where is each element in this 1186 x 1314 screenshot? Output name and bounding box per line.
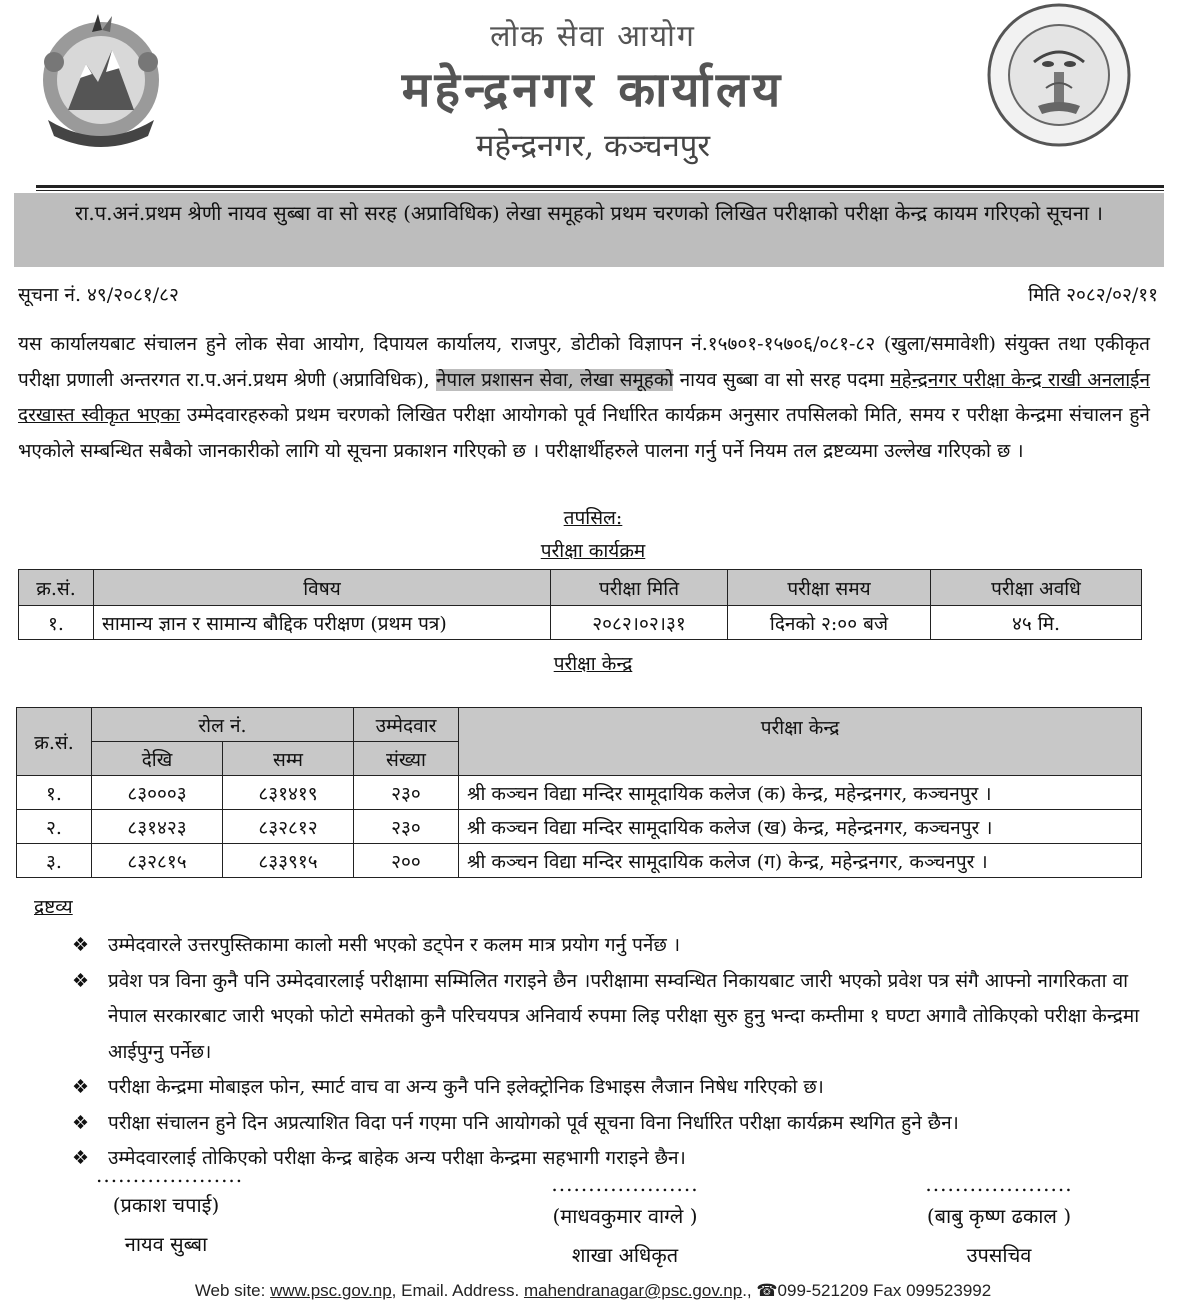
signature-line: .................... (925, 1172, 1073, 1196)
office-parent-title: लोक सेवा आयोग (490, 19, 696, 54)
header-rule-thin (36, 190, 1164, 191)
header-rule (36, 185, 1164, 188)
signature-line: .................... (551, 1172, 699, 1196)
col-header: परीक्षा केन्द्र (459, 708, 1142, 776)
signature-left (96, 1163, 244, 1257)
table-header-row (17, 708, 1142, 742)
col-header: क्र.सं. (17, 708, 92, 776)
notes-heading: द्रष्टव्य (34, 896, 73, 918)
paragraph-text: नायव सुब्बा वा सो सरह पदमा (673, 368, 891, 391)
signatory-name: (बाबु कृष्ण ढकाल ) (926, 1204, 1072, 1228)
list-item (72, 964, 1152, 1071)
signature-right (894, 1172, 1104, 1268)
diamond-bullet-icon: ❖ (72, 1111, 90, 1134)
list-item (72, 1106, 1152, 1142)
signature-middle (520, 1172, 730, 1268)
footer-contact (0, 1281, 1186, 1301)
table-cell: २०० (354, 844, 459, 878)
underlined-text: महेन्द्रनगर परीक्षा केन्द्र राखी अनलाईन दरखास्त स्वीकृत भएका (18, 368, 1150, 426)
table-cell: ३. (17, 844, 92, 878)
table-cell: ४५ मि. (931, 606, 1142, 640)
notice-banner: रा.प.अनं.प्रथम श्रेणी नायव सुब्बा वा सो सरह (अप्राविधिक) लेखा समूहको प्रथम चरणको लिखित परीक्षाको परीक्षा केन्द्र कायम गरिएको सूचना । (14, 193, 1164, 267)
table-row (17, 810, 1142, 844)
table-cell: ८३२८१२ (223, 810, 354, 844)
table-row (17, 776, 1142, 810)
table-cell: ८३२८१५ (92, 844, 223, 878)
notice-date: मिति २०८२/०२/११ (1028, 284, 1158, 306)
signatory-name: (माधवकुमार वाग्ले ) (552, 1204, 698, 1228)
diamond-bullet-icon: ❖ (72, 934, 90, 956)
signatory-title: उपसचिव (966, 1243, 1032, 1267)
table-cell: सामान्य ज्ञान र सामान्य बौद्दिक परीक्षण (प्रथम पत्र) (94, 606, 551, 640)
schedule-heading: परीक्षा कार्यक्रम (540, 540, 646, 562)
diamond-bullet-icon: ❖ (72, 1147, 90, 1169)
table-row (19, 606, 1142, 640)
note-text: उम्मेदवारलाई तोकिएको परीक्षा केन्द्र बाहेक अन्य परीक्षा केन्द्रमा सहभागी गराइने छैन। (108, 1147, 686, 1169)
table-cell: दिनको २:०० बजे (728, 606, 931, 640)
email-link[interactable]: mahendranagar@psc.gov.np (523, 1281, 743, 1300)
table-cell: २३० (354, 776, 459, 810)
col-header: उम्मेदवार (354, 708, 459, 742)
centers-heading: परीक्षा केन्द्र (553, 653, 633, 675)
signatory-title: नायव सुब्बा (124, 1232, 208, 1256)
signature-line: .................... (96, 1163, 244, 1187)
table-cell: श्री कञ्चन विद्या मन्दिर सामूदायिक कलेज (ग) केन्द्र, महेन्द्रनगर, कञ्चनपुर । (459, 844, 1142, 878)
col-header: परीक्षा मिति (551, 570, 728, 606)
note-text: परीक्षा केन्द्रमा मोबाइल फोन, स्मार्ट वाच वा अन्य कुनै पनि इलेक्ट्रोनिक डिभाइस लैजान निषेध गरिएको छ। (108, 1076, 824, 1098)
list-item (72, 928, 1152, 964)
col-header: रोल नं. (92, 708, 354, 742)
notice-number: सूचना नं. ४९/२०८१/८२ (18, 284, 179, 306)
signatory-name: (प्रकाश चपाई) (112, 1193, 220, 1217)
col-header: संख्या (354, 742, 459, 776)
note-text: उम्मेदवारले उत्तरपुस्तिकामा कालो मसी भएको डट्पेन र कलम मात्र प्रयोग गर्नु पर्नेछ । (108, 934, 681, 956)
list-item (72, 1070, 1152, 1106)
table-header-row (19, 570, 1142, 606)
table-cell: ८३१४२३ (92, 810, 223, 844)
col-header: क्र.सं. (19, 570, 94, 606)
tapsil-heading: तपसिल: (563, 507, 623, 529)
table-cell: २३० (354, 810, 459, 844)
table-cell: ८३३९१५ (223, 844, 354, 878)
paragraph-text: यस कार्यालयबाट संचालन हुने लोक सेवा आयोग, दिपायल कार्यालय, राजपुर, डोटीको विज्ञापन नं.१५७०१-१५७०६/०८१-८२ (खुला/समावेशी) संयुक्त तथा एकीकृत परीक्षा प्रणाली अन्तरगत रा.प.अनं.प्रथम श्रेणी (अप्राविधिक), (18, 333, 1150, 391)
table-cell: १. (17, 776, 92, 810)
schedule-table (18, 569, 1142, 640)
col-header: सम्म (223, 742, 354, 776)
signatory-title: शाखा अधिकृत (571, 1243, 679, 1267)
col-header: विषय (94, 570, 551, 606)
phone-fax-text: ., ☎099-521209 Fax 099523992 (742, 1281, 992, 1300)
col-header: देखि (92, 742, 223, 776)
diamond-bullet-icon: ❖ (72, 969, 90, 992)
highlighted-text: नेपाल प्रशासन सेवा, लेखा समूहको (435, 368, 674, 391)
office-location: महेन्द्रनगर, कञ्चनपुर (475, 128, 711, 164)
website-label: Web site: (194, 1281, 271, 1300)
table-row (17, 844, 1142, 878)
table-cell: १. (19, 606, 94, 640)
table-cell: ८३०००३ (92, 776, 223, 810)
office-title: महेन्द्रनगर कार्यालय (401, 62, 785, 118)
email-label: , Email. Address. (391, 1281, 524, 1300)
paragraph-text: उम्मेदवारहरुको प्रथम चरणको लिखित परीक्षा आयोगको पूर्व निर्धारित कार्यक्रम अनुसार तपसिलको मिति, समय र परीक्षा केन्द्रमा संचालन हुने भएकोले सम्बन्धित सबैको जानकारीको लागि यो सूचना प्रकाशन गरिएको छ । परीक्षार्थीहरुले पालना गर्नु पर्ने नियम तल द्रष्टव्यमा उल्लेख गरिएको छ । (18, 404, 1150, 462)
notes-list (72, 928, 1152, 1177)
notice-paragraph (18, 327, 1150, 469)
table-cell: श्री कञ्चन विद्या मन्दिर सामूदायिक कलेज (ख) केन्द्र, महेन्द्रनगर, कञ्चनपुर । (459, 810, 1142, 844)
note-text: प्रवेश पत्र विना कुनै पनि उम्मेदवारलाई परीक्षामा सम्मिलित गराइने छैन ।परीक्षामा सम्वन्धित निकायबाट जारी भएको प्रवेश पत्र संगै आफ्नो नागरिकता वा नेपाल सरकारबाट जारी भएको फोटो समेतको कुनै परिचयपत्र अनिवार्य रुपमा लिइ परीक्षा सुरु हुनु भन्दा कम्तीमा १ घण्टा अगावै तोकिएको परीक्षा केन्द्रमा आईपुग्नु पर्नेछ। (108, 969, 1140, 1063)
table-cell: २०८२।०२।३१ (551, 606, 728, 640)
table-cell: ८३१४१९ (223, 776, 354, 810)
centers-table (16, 707, 1142, 878)
col-header: परीक्षा अवधि (931, 570, 1142, 606)
diamond-bullet-icon: ❖ (72, 1076, 90, 1098)
table-cell: २. (17, 810, 92, 844)
website-link[interactable]: www.psc.gov.np (270, 1281, 392, 1300)
col-header: परीक्षा समय (728, 570, 931, 606)
note-text: परीक्षा संचालन हुने दिन अप्रत्याशित विदा पर्न गएमा पनि आयोगको पूर्व सूचना विना निर्धारित परीक्षा कार्यक्रम स्थगित हुने छैन। (108, 1111, 959, 1134)
table-cell: श्री कञ्चन विद्या मन्दिर सामूदायिक कलेज (क) केन्द्र, महेन्द्रनगर, कञ्चनपुर । (459, 776, 1142, 810)
